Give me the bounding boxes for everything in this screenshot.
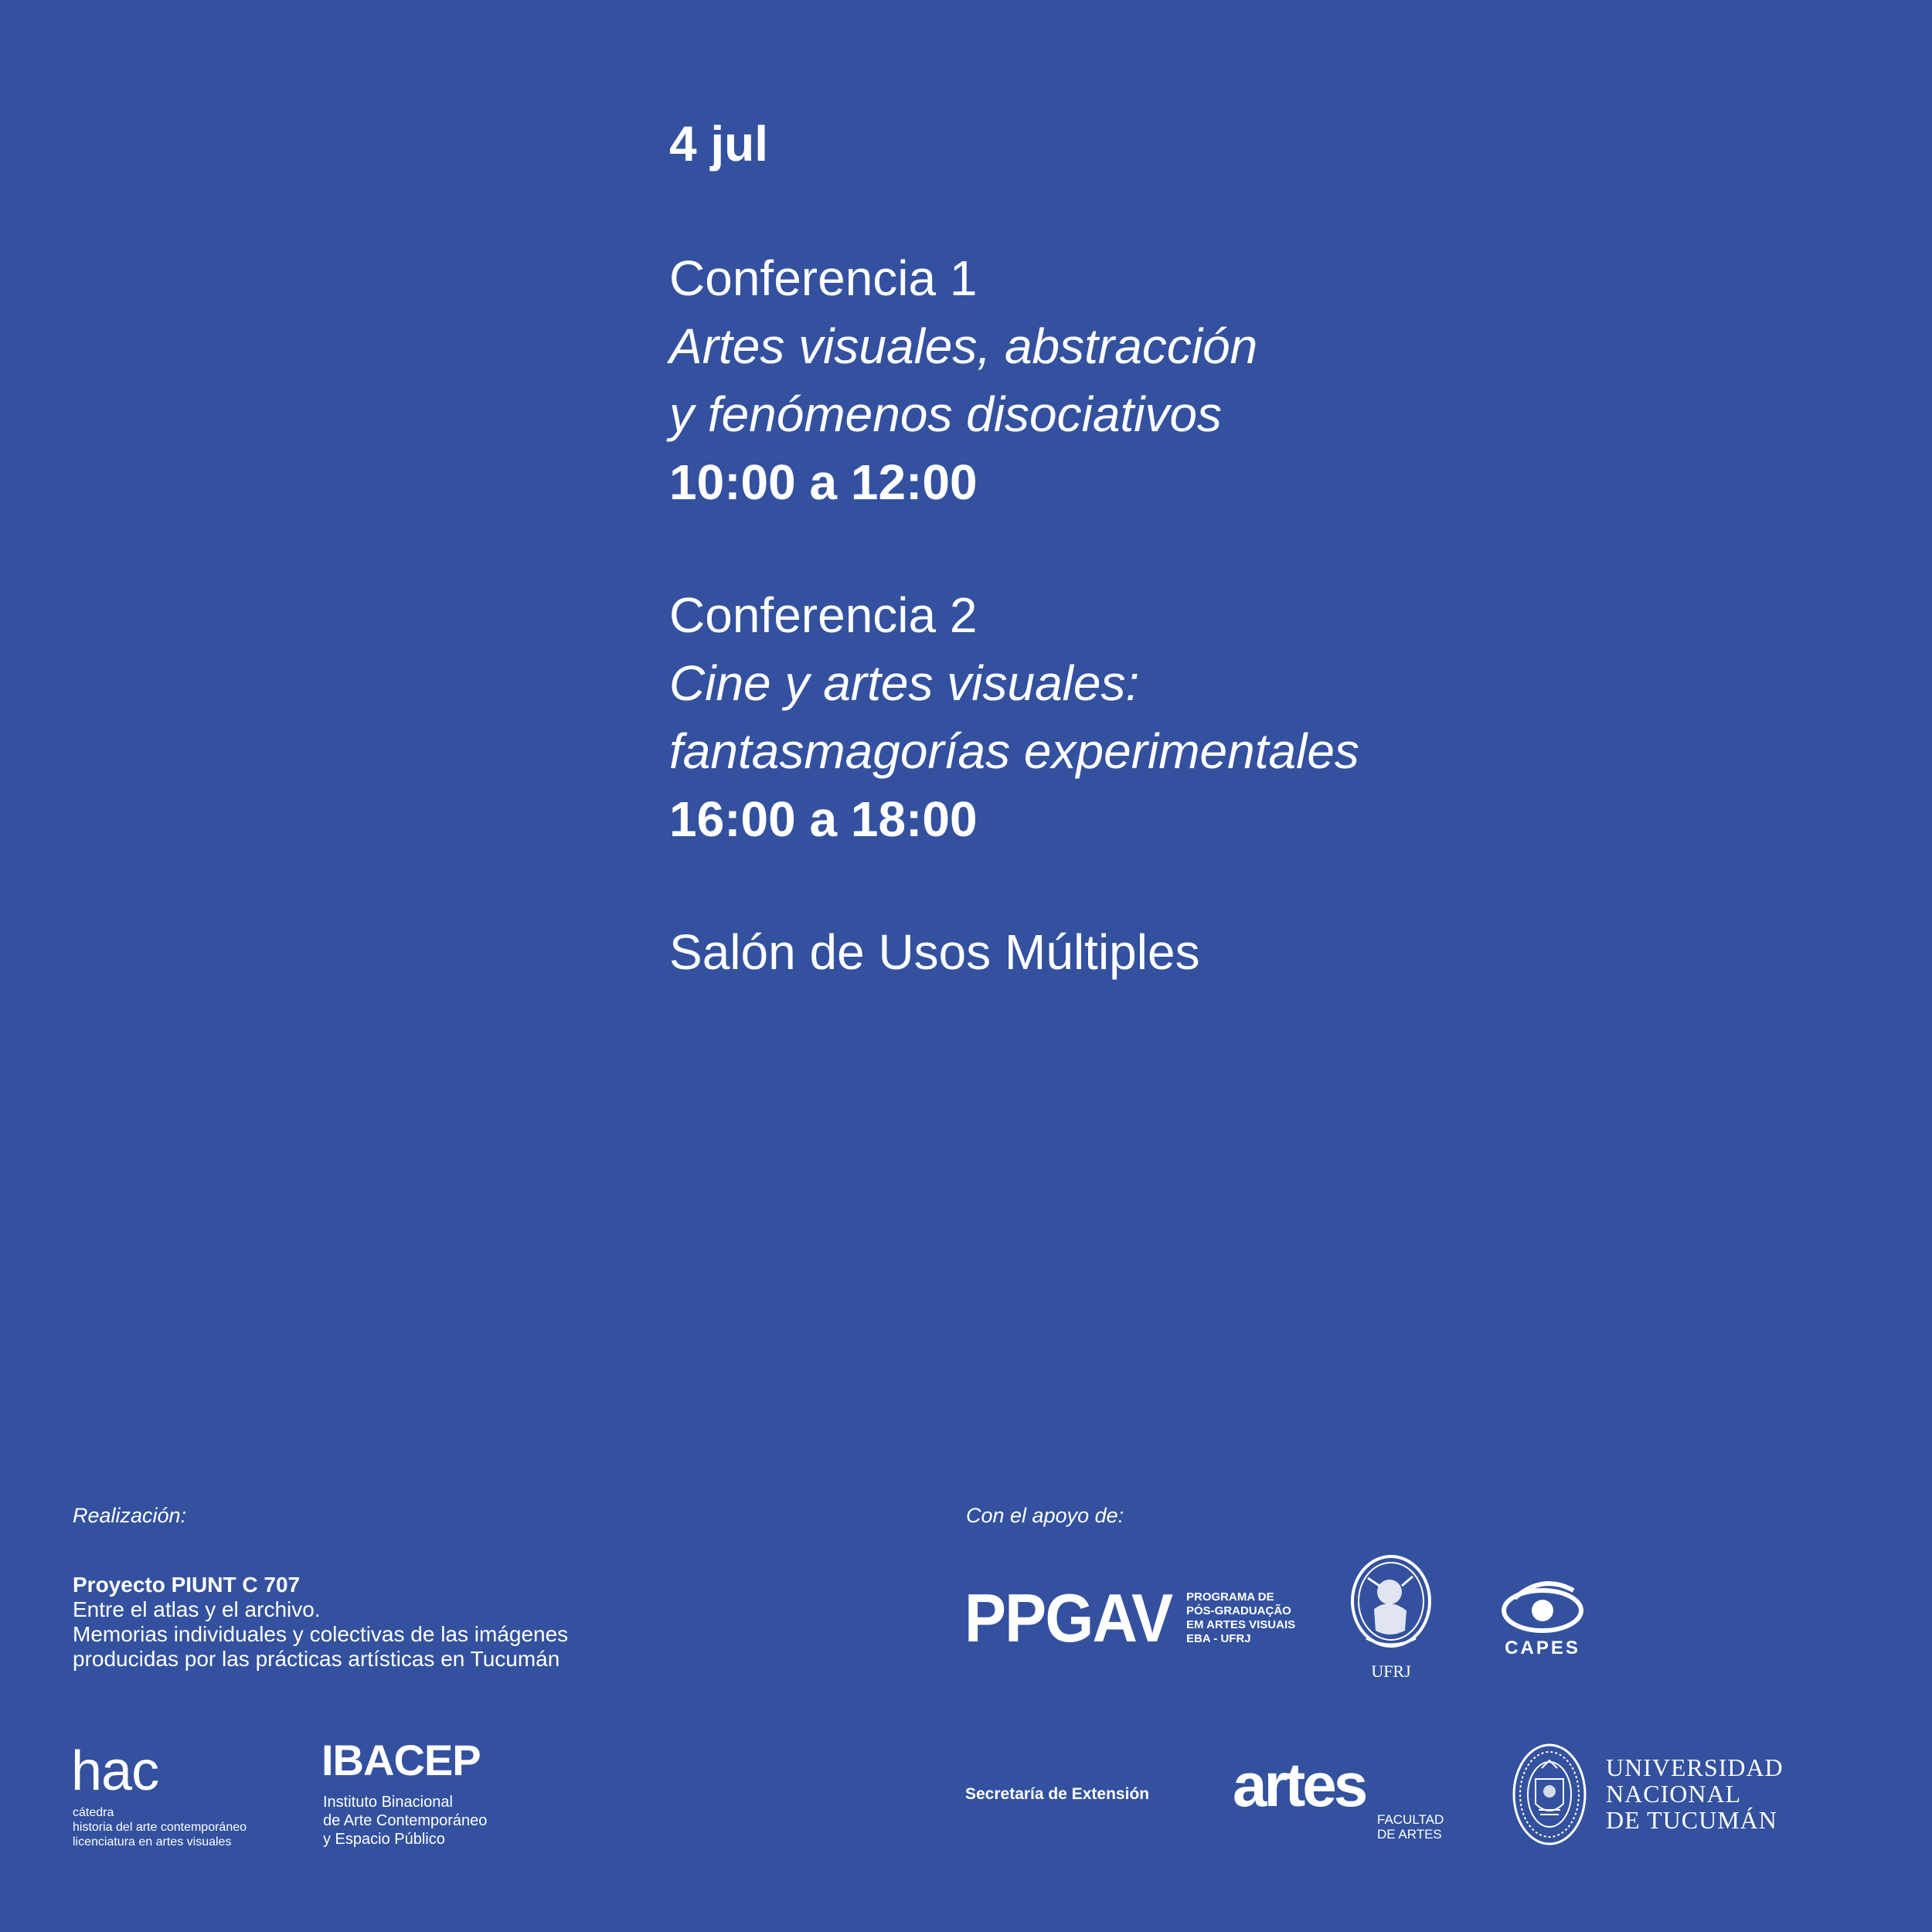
artes-logo: [1233, 1750, 1366, 1819]
hac-line: licenciatura en artes visuales: [73, 1835, 232, 1849]
hac-line: historia del arte contemporáneo: [73, 1821, 247, 1834]
unt-name-line: NACIONAL: [1606, 1780, 1742, 1808]
capes-logo: [1496, 1577, 1589, 1659]
ufrj-text: UFRJ: [1371, 1662, 1411, 1681]
capes-emblem-icon: [1499, 1577, 1586, 1638]
apoyo-label: Con el apoyo de:: [966, 1504, 1124, 1527]
hac-logo: [71, 1740, 247, 1849]
ibacep-line: de Arte Contemporáneo: [323, 1812, 488, 1829]
facultad-artes-line: DE ARTES: [1377, 1827, 1442, 1842]
event-date: 4 jul: [669, 116, 769, 172]
project-line: Memorias individuales y colectivas de las imágenes: [73, 1622, 569, 1646]
secretaria-extension: Secretaría de Extensión: [965, 1785, 1150, 1803]
ppgav-logo-text: PPGAV: [964, 1580, 1172, 1656]
venue: Salón de Usos Múltiples: [669, 924, 1200, 980]
conference-1: [669, 244, 1674, 516]
conference-2-title: Conferencia 2: [669, 587, 978, 643]
ibacep-logo-text: IBACEP: [321, 1736, 481, 1784]
conference-1-title: Conferencia 1: [669, 250, 978, 306]
project-title: Proyecto PIUNT C 707: [73, 1573, 301, 1597]
ibacep-description: [323, 1793, 487, 1849]
event-info: [669, 108, 1674, 986]
conference-2-subtitle: Cine y artes visuales: fantasmagorías experimentales: [669, 655, 1359, 779]
ppgav-line: PÓS-GRADUAÇÃO: [1186, 1604, 1291, 1617]
ibacep-line: y Espacio Público: [323, 1831, 445, 1848]
unt-seal: [1511, 1742, 1588, 1851]
hac-logo-text: hac: [71, 1740, 159, 1802]
unt-seal-icon: [1511, 1742, 1588, 1847]
ppgav-logo: [964, 1580, 1190, 1656]
hac-description: [73, 1805, 247, 1849]
unt-name: [1606, 1754, 1784, 1833]
unt-name-line: DE TUCUMÁN: [1606, 1806, 1777, 1834]
ibacep-logo: [321, 1737, 487, 1849]
conference-1-time: 10:00 a 12:00: [669, 454, 978, 510]
facultad-artes-line: FACULTAD: [1377, 1812, 1444, 1827]
realizacion-label: Realización:: [73, 1504, 187, 1527]
project-info: [73, 1573, 568, 1672]
project-line: Entre el atlas y el archivo.: [73, 1597, 321, 1621]
ufrj-seal-icon: [1345, 1555, 1437, 1659]
conference-1-subtitle: Artes visuales, abstracción y fenómenos disociativos: [669, 318, 1258, 442]
ufrj-logo: [1345, 1555, 1437, 1682]
unt-name-line: UNIVERSIDAD: [1606, 1753, 1784, 1781]
ppgav-line: PROGRAMA DE: [1186, 1590, 1274, 1604]
ibacep-line: Instituto Binacional: [323, 1794, 453, 1811]
capes-text: CAPES: [1505, 1638, 1580, 1658]
hac-line: cátedra: [73, 1806, 114, 1819]
artes-logo-text: artes: [1233, 1750, 1366, 1819]
project-line: producidas por las prácticas artísticas en Tucumán: [73, 1647, 560, 1671]
ppgav-description: [1186, 1590, 1295, 1646]
conference-2: [669, 581, 1674, 853]
facultad-artes: [1377, 1812, 1444, 1842]
ppgav-line: EM ARTES VISUAIS: [1186, 1618, 1296, 1631]
conference-2-time: 16:00 a 18:00: [669, 791, 978, 847]
ppgav-line: EBA - UFRJ: [1186, 1632, 1251, 1645]
